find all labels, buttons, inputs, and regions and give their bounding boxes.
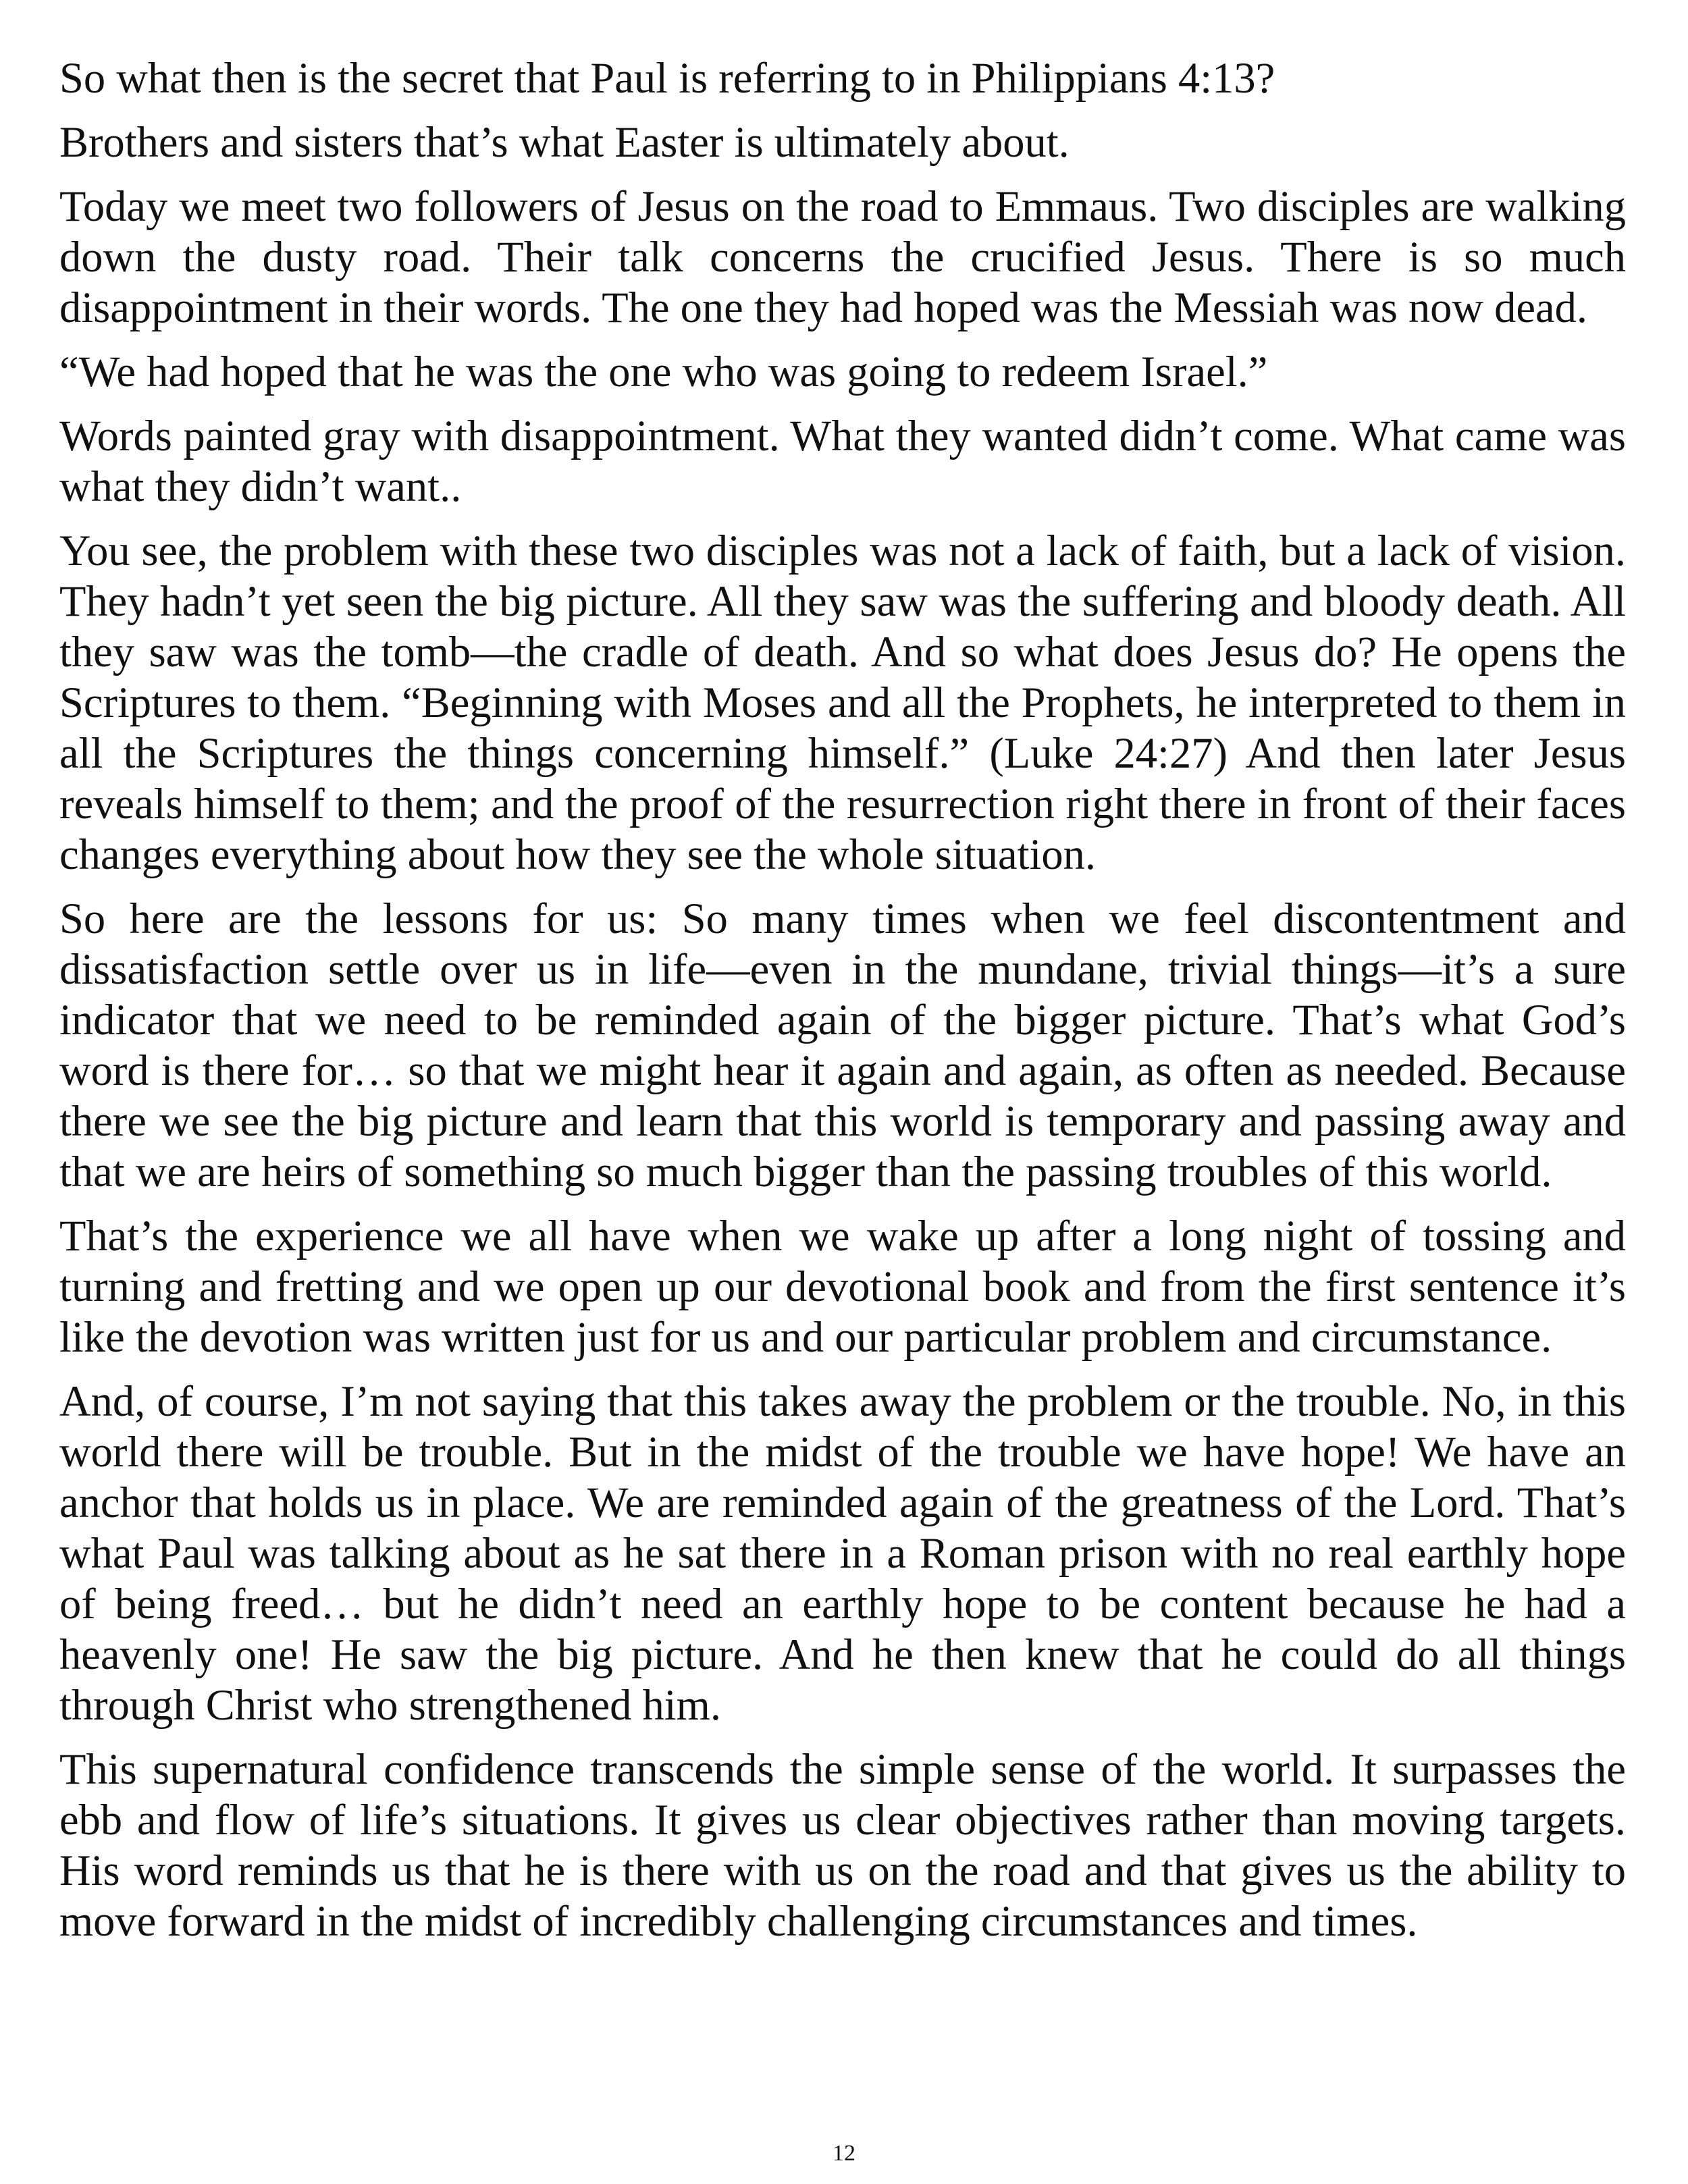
paragraph-emmaus-road: Today we meet two followers of Jesus on the road to Emmaus. Two disciples are walking down the dusty road. Their talk concerns the crucified Jesus. There is so much disappointment in their words. The one they had hoped was the Messiah was now dead. bbox=[59, 182, 1626, 331]
paragraph-quote-redeem-israel: “We had hoped that he was the one who was going to redeem Israel.” bbox=[59, 348, 1268, 396]
page-number: 12 bbox=[833, 2141, 855, 2166]
paragraph-lessons-for-us: So here are the lessons for us: So many times when we feel discontentment and dissatisfaction settle over us in life—even in the mundane, trivial things—it’s a sure indicator that we need to be reminded again of the bigger picture. That’s what God’s word is there for… so that we might hear it again and again, as often as needed. Because there we see the big picture and learn that this world is temporary and passing away and that we are heirs of something so much bigger than the passing troubles of this world. bbox=[59, 895, 1626, 1196]
paragraph-words-painted-gray: Words painted gray with disappointment. What they wanted didn’t come. What came was what they didn’t want.. bbox=[59, 412, 1626, 510]
paragraph-secret-question: So what then is the secret that Paul is referring to in Philippians 4:13? bbox=[59, 54, 1275, 102]
paragraph-supernatural-confidence: This supernatural confidence transcends the simple sense of the world. It surpasses the ebb and flow of life’s situations. It gives us clear objectives rather than moving targets. His word reminds us that he is there with us on the road and that gives us the ability to move forward in the midst of incredibly challenging circumstances and times. bbox=[59, 1745, 1626, 1945]
paragraph-devotional-experience: That’s the experience we all have when we wake up after a long night of tossing and turning and fretting and we open up our devotional book and from the first sentence it’s like the devotion was written just for us and our particular problem and circumstance. bbox=[59, 1212, 1626, 1361]
paragraph-lack-of-vision: You see, the problem with these two disciples was not a lack of faith, but a lack of vision. They hadn’t yet seen the big picture. All they saw was the suffering and bloody death. All they saw was the tomb—the cradle of death. And so what does Jesus do? He opens the Scriptures to them. “Beginning with Moses and all the Prophets, he interpreted to them in all the Scriptures the things concerning himself.” (Luke 24:27) And then later Jesus reveals himself to them; and the proof of the resurrection right there in front of their faces changes everything about how they see the whole situation. bbox=[59, 527, 1626, 878]
paragraph-easter: Brothers and sisters that’s what Easter is ultimately about. bbox=[59, 118, 1070, 166]
paragraph-hope-in-trouble: And, of course, I’m not saying that this takes away the problem or the trouble. No, in this world there will be trouble. But in the midst of the trouble we have hope! We have an anchor that holds us in place. We are reminded again of the greatness of the Lord. That’s what Paul was talking about as he sat there in a Roman prison with no real earthly hope of being freed… but he didn’t need an earthly hope to be content because he had a heavenly one! He saw the big picture. And he then knew that he could do all things through Christ who strengthened him. bbox=[59, 1377, 1626, 1729]
body-text bbox=[59, 53, 1626, 1960]
